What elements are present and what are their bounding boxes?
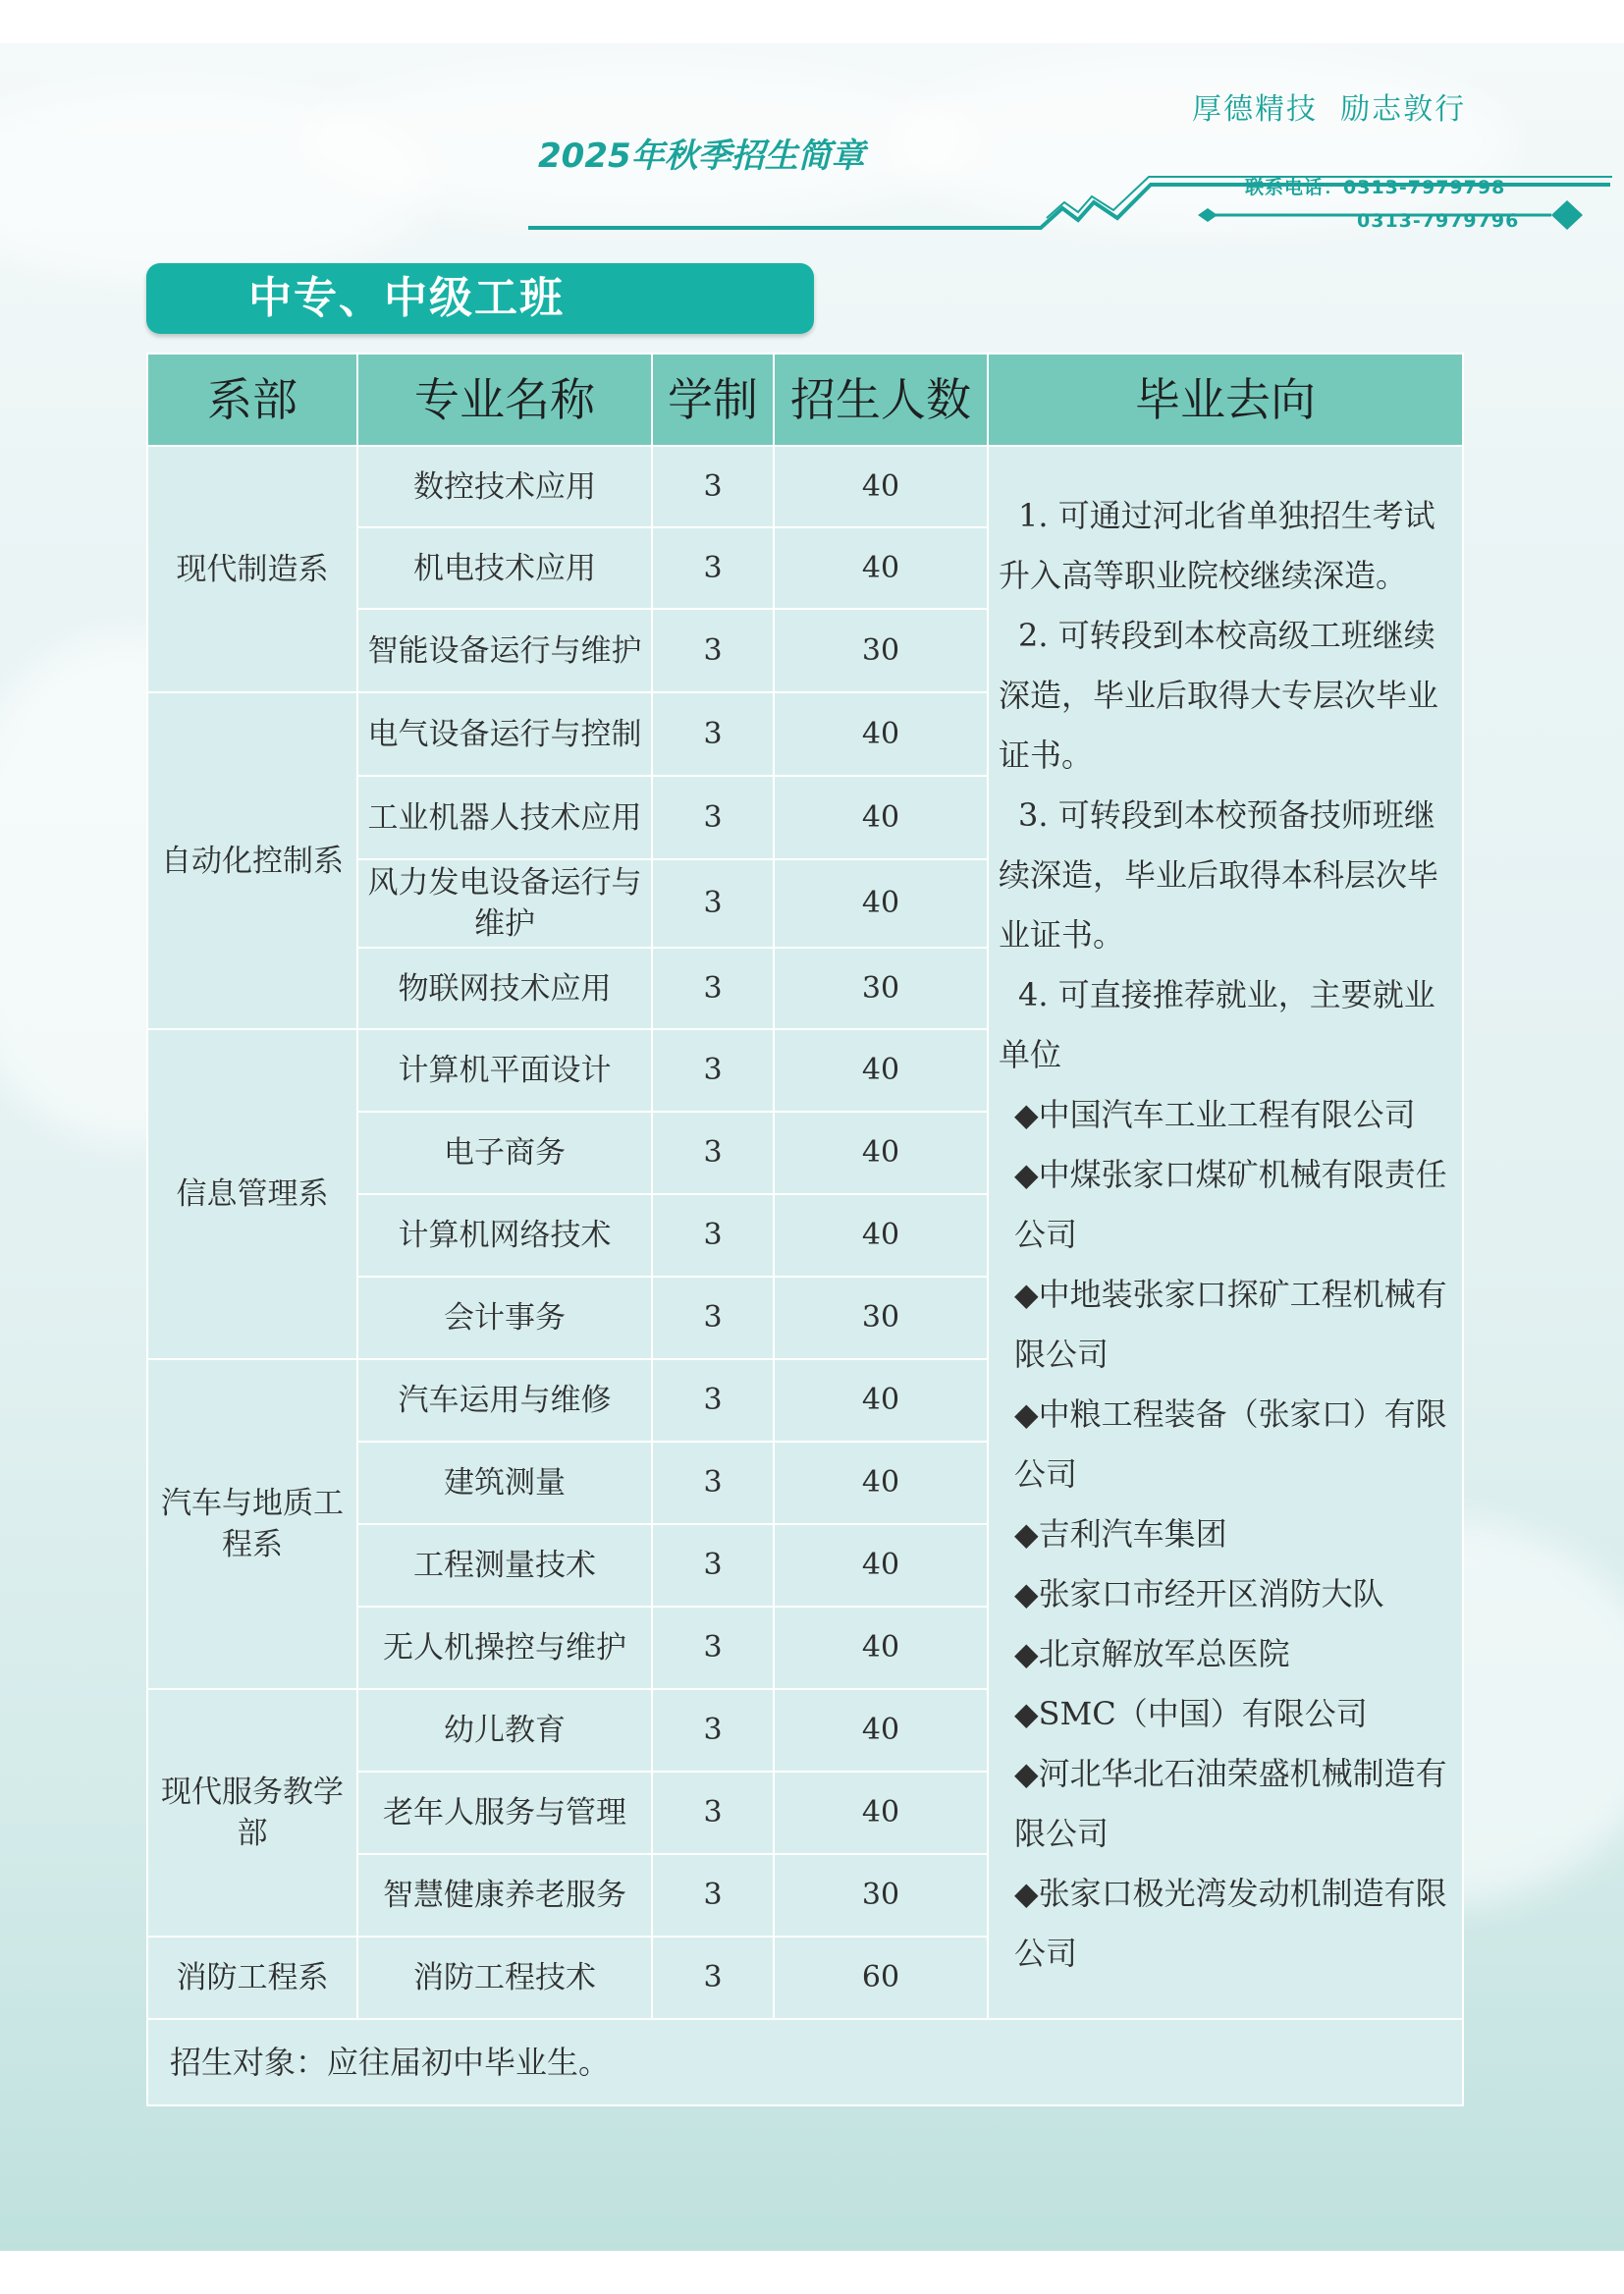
major-cell: 消防工程技术 — [357, 1937, 652, 2019]
header-enrollment: 招生人数 — [774, 354, 988, 446]
section-title-banner — [146, 263, 814, 334]
enrollment-cell: 40 — [774, 1524, 988, 1607]
duration-cell: 3 — [652, 1607, 774, 1689]
enrollment-cell: 30 — [774, 948, 988, 1029]
employer-item: ◆张家口极光湾发动机制造有限公司 — [1014, 1875, 1447, 1972]
major-cell: 物联网技术应用 — [357, 948, 652, 1029]
duration-cell: 3 — [652, 1359, 774, 1442]
major-cell: 电气设备运行与控制 — [357, 692, 652, 776]
major-cell: 风力发电设备运行与维护 — [357, 859, 652, 948]
brochure-year-title: 2025年秋季招生简章 — [538, 137, 865, 176]
duration-cell: 3 — [652, 446, 774, 527]
major-cell: 工业机器人技术应用 — [357, 776, 652, 859]
destination-item: 3. 可转段到本校预备技师班继续深造，毕业后取得本科层次毕业证书。 — [999, 796, 1439, 954]
major-cell: 数控技术应用 — [357, 446, 652, 527]
header-destination: 毕业去向 — [988, 354, 1463, 446]
enrollment-cell: 40 — [774, 859, 988, 948]
enrollment-cell: 40 — [774, 692, 988, 776]
duration-cell: 3 — [652, 527, 774, 609]
enrollment-cell: 40 — [774, 1442, 988, 1524]
contact-phone-2: 0313-7979796 — [1357, 210, 1520, 232]
employer-item: ◆张家口市经开区消防大队 — [1014, 1575, 1384, 1612]
section-title: 中专、中级工班 — [248, 273, 565, 323]
department-cell: 自动化控制系 — [147, 692, 357, 1029]
duration-cell: 3 — [652, 859, 774, 948]
destination-item: 2. 可转段到本校高级工班继续深造，毕业后取得大专层次毕业证书。 — [999, 617, 1439, 774]
duration-cell: 3 — [652, 1772, 774, 1854]
enrollment-cell: 40 — [774, 527, 988, 609]
enrollment-cell: 30 — [774, 609, 988, 692]
employer-item: ◆中粮工程装备（张家口）有限公司 — [1014, 1395, 1447, 1493]
duration-cell: 3 — [652, 1029, 774, 1112]
department-cell: 汽车与地质工程系 — [147, 1359, 357, 1689]
major-cell: 机电技术应用 — [357, 527, 652, 609]
employer-item: ◆河北华北石油荣盛机械制造有限公司 — [1014, 1755, 1447, 1852]
major-cell: 智慧健康养老服务 — [357, 1854, 652, 1937]
major-cell: 电子商务 — [357, 1112, 652, 1194]
department-cell: 现代服务教学部 — [147, 1689, 357, 1937]
destination-item: 4. 可直接推荐就业，主要就业单位 — [999, 976, 1435, 1073]
major-cell: 计算机平面设计 — [357, 1029, 652, 1112]
duration-cell: 3 — [652, 1854, 774, 1937]
contact-phone: 联系电话：0313-7979798 — [1245, 177, 1506, 198]
major-cell: 计算机网络技术 — [357, 1194, 652, 1277]
employer-item: ◆北京解放军总医院 — [1014, 1635, 1290, 1672]
enrollment-cell: 40 — [774, 1772, 988, 1854]
duration-cell: 3 — [652, 776, 774, 859]
major-cell: 老年人服务与管理 — [357, 1772, 652, 1854]
duration-cell: 3 — [652, 1112, 774, 1194]
destination-item: 1. 可通过河北省单独招生考试升入高等职业院校继续深造。 — [999, 497, 1435, 594]
major-cell: 幼儿教育 — [357, 1689, 652, 1772]
employer-item: ◆中国汽车工业工程有限公司 — [1014, 1096, 1416, 1133]
major-cell: 智能设备运行与维护 — [357, 609, 652, 692]
enrollment-cell: 40 — [774, 1029, 988, 1112]
table-footer-row — [147, 2019, 1463, 2105]
department-cell: 消防工程系 — [147, 1937, 357, 2019]
major-cell: 汽车运用与维修 — [357, 1359, 652, 1442]
enrollment-cell: 40 — [774, 776, 988, 859]
major-cell: 工程测量技术 — [357, 1524, 652, 1607]
department-cell: 现代制造系 — [147, 446, 357, 692]
header-duration: 学制 — [652, 354, 774, 446]
duration-cell: 3 — [652, 948, 774, 1029]
major-cell: 无人机操控与维护 — [357, 1607, 652, 1689]
employer-item: ◆吉利汽车集团 — [1014, 1515, 1227, 1553]
employer-item: ◆SMC（中国）有限公司 — [1014, 1695, 1368, 1732]
enrollment-cell: 40 — [774, 1112, 988, 1194]
enrollment-cell: 30 — [774, 1854, 988, 1937]
duration-cell: 3 — [652, 1277, 774, 1359]
major-cell: 建筑测量 — [357, 1442, 652, 1524]
enrollment-cell: 30 — [774, 1277, 988, 1359]
duration-cell: 3 — [652, 692, 774, 776]
duration-cell: 3 — [652, 1689, 774, 1772]
duration-cell: 3 — [652, 1937, 774, 2019]
duration-cell: 3 — [652, 1442, 774, 1524]
enrollment-cell: 40 — [774, 1194, 988, 1277]
table-header-row — [147, 354, 1463, 446]
duration-cell: 3 — [652, 1194, 774, 1277]
enrollment-cell: 40 — [774, 1359, 988, 1442]
duration-cell: 3 — [652, 1524, 774, 1607]
enrollment-cell: 40 — [774, 446, 988, 527]
destination-cell — [988, 446, 1463, 2019]
enrollment-target-note: 招生对象：应往届初中毕业生。 — [147, 2019, 1463, 2105]
enrollment-cell: 40 — [774, 1689, 988, 1772]
employer-item: ◆中地装张家口探矿工程机械有限公司 — [1014, 1276, 1447, 1373]
header-major: 专业名称 — [357, 354, 652, 446]
school-motto: 厚德精技 励志敦行 — [1192, 92, 1467, 127]
major-cell: 会计事务 — [357, 1277, 652, 1359]
header-department: 系部 — [147, 354, 357, 446]
employer-item: ◆中煤张家口煤矿机械有限责任公司 — [1014, 1156, 1447, 1253]
table-row — [147, 446, 1463, 527]
enrollment-cell: 40 — [774, 1607, 988, 1689]
enrollment-cell: 60 — [774, 1937, 988, 2019]
programs-table — [146, 353, 1464, 2106]
duration-cell: 3 — [652, 609, 774, 692]
department-cell: 信息管理系 — [147, 1029, 357, 1359]
